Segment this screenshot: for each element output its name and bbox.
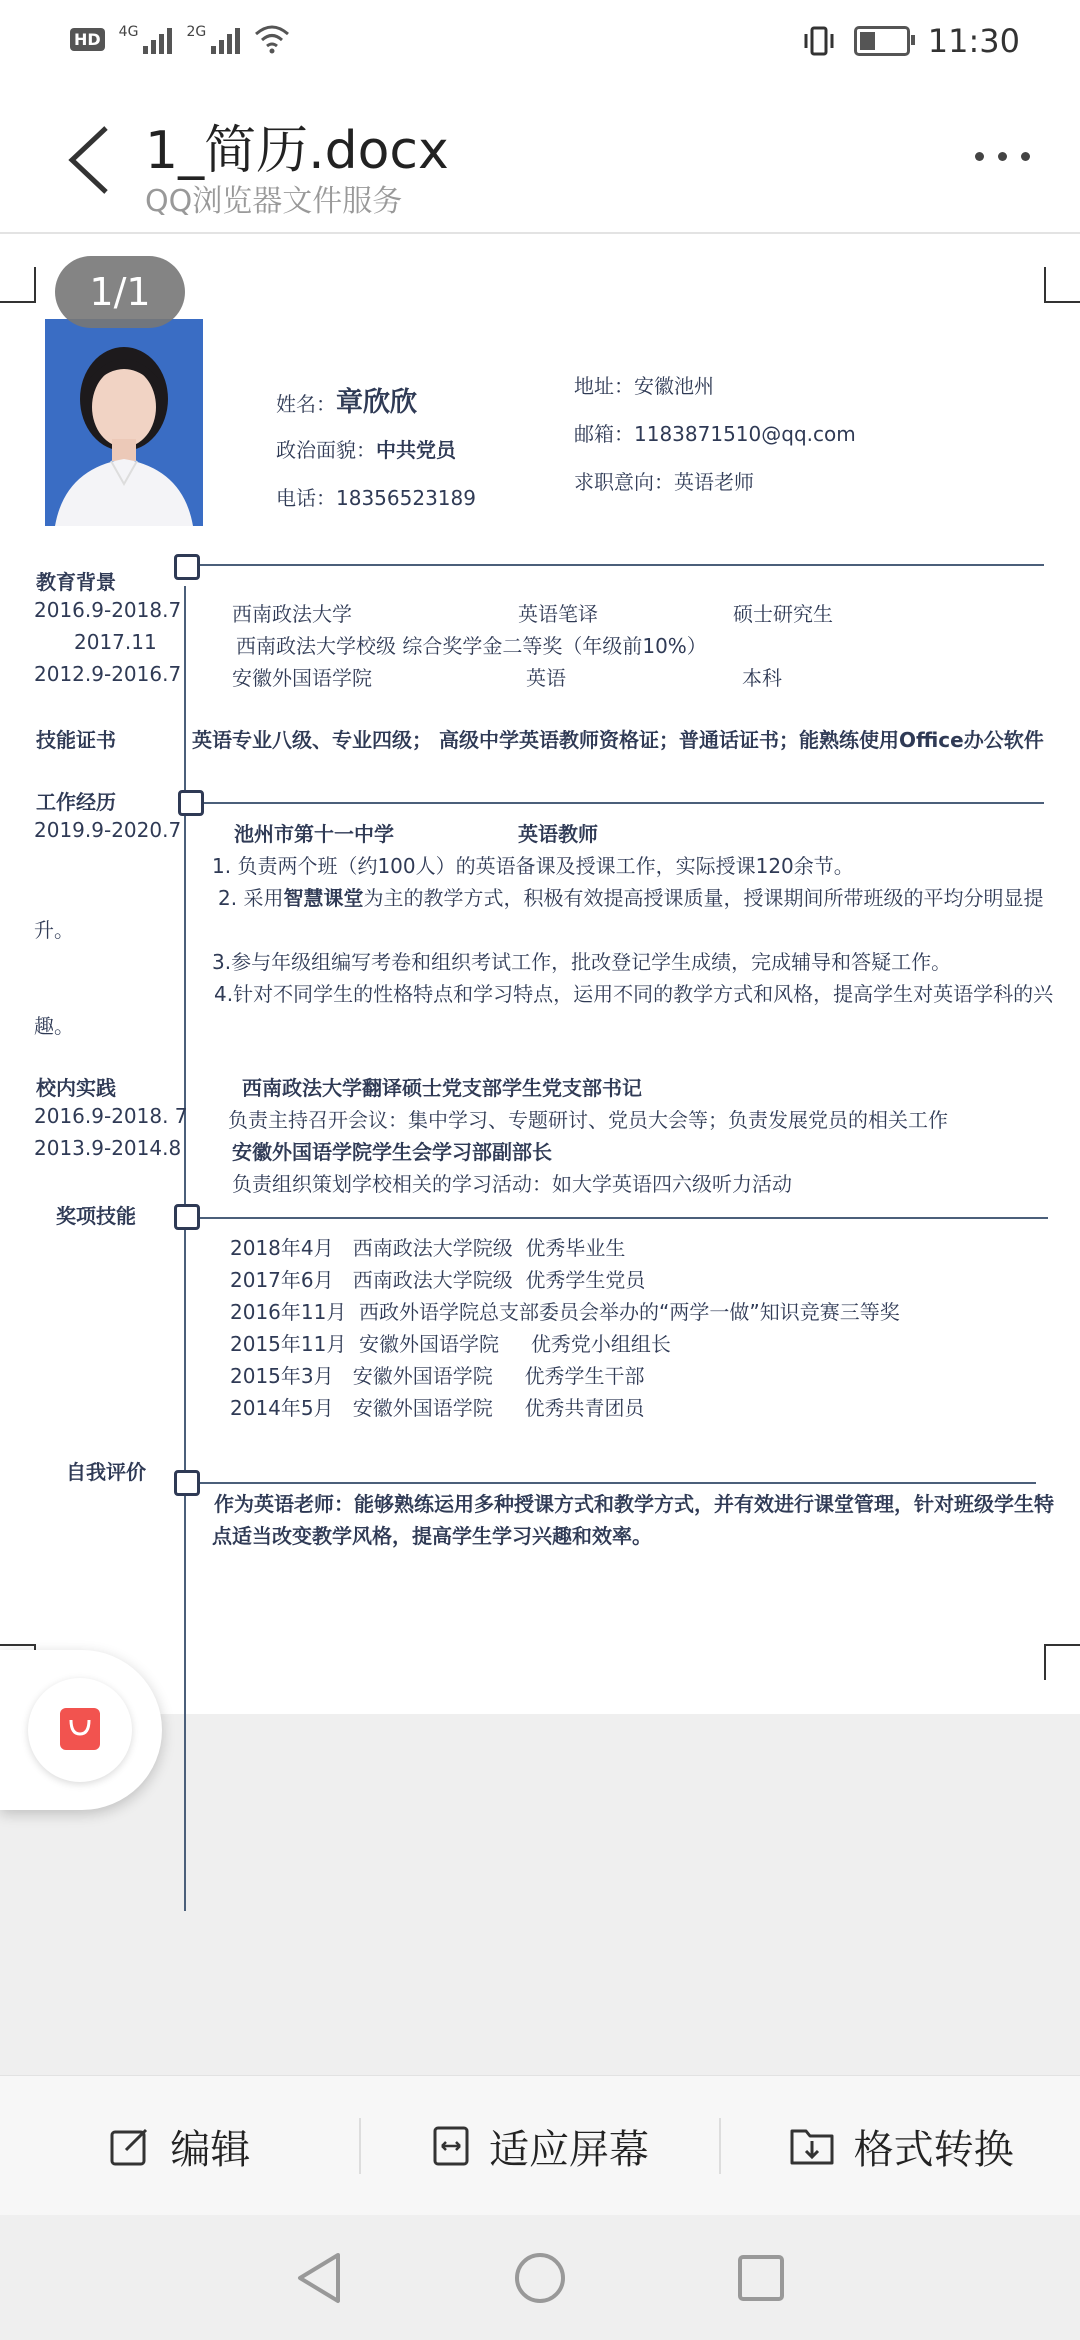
edu-date-2: 2017.11 (74, 630, 157, 654)
file-subtitle: QQ浏览器文件服务 (145, 184, 403, 219)
political-row (276, 434, 456, 463)
email-text: 邮箱：1183871510@qq.com (574, 422, 856, 446)
edu-school-3: 安徽外国语学院 (232, 666, 372, 690)
edit-label: 编辑 (170, 2126, 251, 2173)
crop-mark (1044, 267, 1080, 303)
profile-photo (45, 319, 203, 526)
status-time: 11:30 (927, 22, 1020, 60)
awards-heading: 奖项技能 (56, 1204, 136, 1228)
floating-shortcut[interactable] (0, 1650, 162, 1810)
work-line-2-b: 智慧课堂 (283, 886, 364, 910)
edu-degree-3: 本科 (742, 666, 782, 690)
section-rule (186, 802, 1044, 804)
campus-heading: 校内实践 (36, 1076, 116, 1100)
status-left (70, 24, 290, 54)
battery-fill (860, 32, 875, 50)
section-rule (186, 1482, 1036, 1484)
edu-degree-1: 硕士研究生 (733, 602, 833, 626)
more-icon[interactable] (975, 152, 1030, 161)
campus-text-2: 负责组织策划学校相关的学习活动：如大学英语四六级听力活动 (232, 1172, 792, 1196)
app-header (0, 90, 1080, 234)
section-rule (186, 564, 1044, 566)
folder-download-icon (788, 2125, 836, 2167)
section-rule (186, 1217, 1048, 1219)
award-item: 2016年11月 西政外语学院总支部委员会举办的“两学一做”知识竞赛三等奖 (230, 1300, 900, 1324)
self-eval-line-1: 作为英语老师：能够熟练运用多种授课方式和教学方式，并有效进行课堂管理，针对班级学生特 (214, 1492, 1054, 1516)
campus-date-1: 2016.9-2018. 7 (34, 1104, 188, 1128)
campus-text-1: 负责主持召开会议：集中学习、专题研讨、党员大会等；负责发展党员的相关工作 (228, 1108, 948, 1132)
shopping-bag-icon (60, 1708, 100, 1750)
work-org: 池州市第十一中学 (234, 822, 394, 846)
skills-text: 英语专业八级、专业四级； 高级中学英语教师资格证；普通话证书；能熟练使用Office办公软件 (192, 728, 1044, 752)
convert-format-label: 格式转换 (853, 2126, 1014, 2173)
fit-screen-icon (431, 2124, 471, 2168)
phone-text: 电话：18356523189 (276, 486, 476, 510)
section-marker (174, 1204, 200, 1230)
work-line-2-a: 2. 采用 (218, 886, 284, 910)
work-line-2-c: 为主的教学方式，积极有效提高授课质量，授课期间所带班级的平均分明显提 (363, 886, 1044, 910)
work-heading: 工作经历 (36, 790, 116, 814)
hd-badge: HD (70, 28, 105, 51)
edu-major-3: 英语 (526, 666, 566, 690)
campus-title-2: 安徽外国语学院学生会学习部副部长 (232, 1140, 552, 1164)
back-icon[interactable] (60, 120, 120, 200)
battery-icon (854, 26, 910, 56)
award-item: 2017年6月 西南政法大学院级 优秀学生党员 (230, 1268, 646, 1292)
bottom-toolbar (0, 2075, 1080, 2216)
nav-recents-icon[interactable] (736, 2253, 786, 2303)
name-row (276, 380, 417, 419)
section-marker (178, 790, 204, 816)
vibrate-icon (802, 25, 836, 57)
work-line-2-wrap: 升。 (34, 918, 74, 942)
nav-home-icon[interactable] (513, 2251, 567, 2305)
signal-4g-icon (119, 24, 173, 54)
work-line-3: 3.参与年级组编写考卷和组织考试工作，批改登记学生成绩，完成辅导和答疑工作。 (212, 950, 952, 974)
work-line-1: 1. 负责两个班（约100人）的英语备课及授课工作，实际授课120余节。 (212, 854, 854, 878)
edit-button[interactable] (0, 2118, 359, 2175)
campus-date-2: 2013.9-2014.8 (34, 1136, 182, 1160)
work-line-4-wrap: 趣。 (34, 1014, 74, 1038)
signal-2g-icon (186, 24, 240, 54)
status-right (802, 22, 1020, 60)
edu-school-1: 西南政法大学 (232, 602, 352, 626)
name-label: 姓名： (276, 392, 336, 416)
political-value: 中共党员 (376, 438, 456, 462)
edit-icon (108, 2124, 152, 2168)
work-role: 英语教师 (518, 822, 598, 846)
file-title: 1_简历.docx (145, 121, 449, 181)
crop-mark (0, 267, 36, 303)
skills-heading: 技能证书 (36, 728, 116, 752)
edu-date-1: 2016.9-2018.7 (34, 598, 182, 622)
nav-back-icon[interactable] (294, 2251, 344, 2305)
net1-label: 4G (118, 24, 139, 40)
fit-screen-button[interactable] (361, 2118, 720, 2175)
system-nav-bar (0, 2215, 1080, 2340)
wifi-icon (254, 24, 290, 54)
edu-major-1: 英语笔译 (518, 602, 598, 626)
name-value: 章欣欣 (336, 387, 417, 418)
self-eval-heading: 自我评价 (66, 1460, 146, 1484)
document-page[interactable] (0, 234, 1080, 1714)
crop-mark (1044, 1644, 1080, 1680)
objective-text: 求职意向：英语老师 (574, 470, 754, 494)
work-line-4: 4.针对不同学生的性格特点和学习特点，运用不同的教学方式和风格，提高学生对英语学科的兴 (214, 982, 1054, 1006)
section-marker (174, 554, 200, 580)
award-item: 2014年5月 安徽外国语学院 优秀共青团员 (230, 1396, 645, 1420)
section-marker (174, 1470, 200, 1496)
convert-format-button[interactable] (721, 2118, 1080, 2175)
award-item: 2015年11月 安徽外国语学院 优秀党小组组长 (230, 1332, 671, 1356)
status-bar (0, 0, 1080, 90)
award-item: 2015年3月 安徽外国语学院 优秀学生干部 (230, 1364, 645, 1388)
net2-label: 2G (186, 24, 207, 40)
education-heading: 教育背景 (36, 570, 116, 594)
fit-screen-label: 适应屏幕 (489, 2126, 649, 2173)
self-eval-line-2: 点适当改变教学风格，提高学生学习兴趣和效率。 (212, 1524, 652, 1548)
page-indicator: 1/1 (55, 256, 185, 328)
work-line-2 (218, 882, 1043, 911)
political-label: 政治面貌： (276, 438, 376, 462)
edu-date-3: 2012.9-2016.7 (34, 662, 182, 686)
award-item: 2018年4月 西南政法大学院级 优秀毕业生 (230, 1236, 626, 1260)
work-date: 2019.9-2020.7 (34, 818, 182, 842)
edu-school-2: 西南政法大学校级 综合奖学金二等奖（年级前10%） (236, 634, 707, 658)
campus-title-1: 西南政法大学翻译硕士党支部学生党支部书记 (242, 1076, 642, 1100)
address-text: 地址：安徽池州 (574, 374, 714, 398)
timeline-rule (184, 586, 186, 1911)
